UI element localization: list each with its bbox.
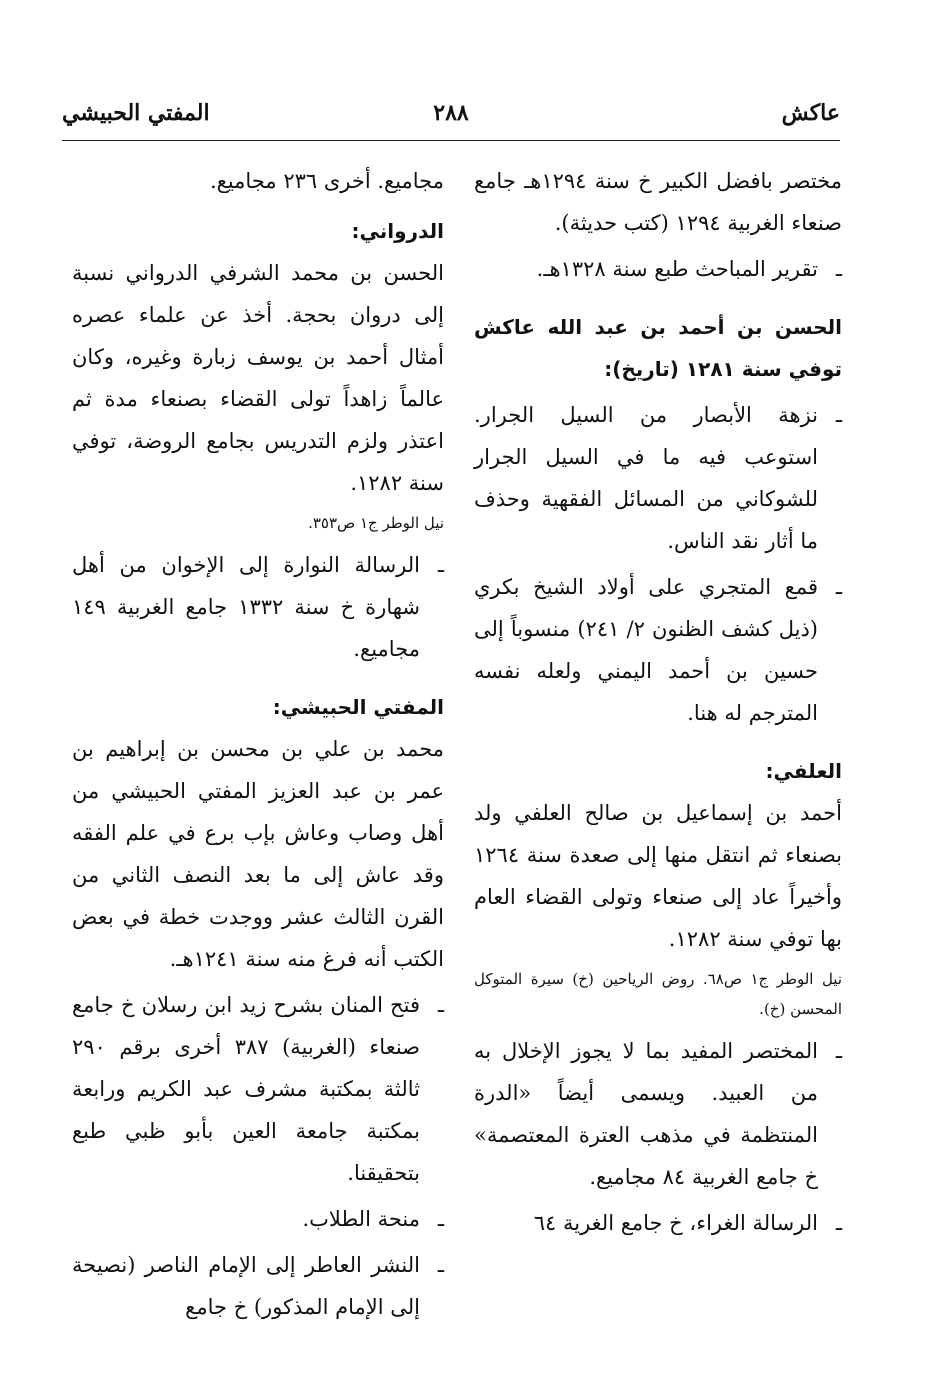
- header-rule: [62, 140, 840, 141]
- page-header: [62, 100, 840, 146]
- list-item: ـ نزهة الأبصار من السيل الجرار. استوعب فيه ما في السيل الجرار للشوكاني من المسائل الفقهية وحذف ما أثار نقد الناس.: [474, 403, 842, 553]
- header-running-title-left: المفتي الحبيشي: [62, 100, 210, 126]
- list-item: ـ تقرير المباحث طبع سنة ١٣٢٨هـ.: [536, 257, 842, 281]
- entry-heading: العلفي:: [765, 759, 842, 783]
- header-running-title-right: عاكش: [781, 100, 840, 126]
- entry-reference: نيل الوطر ج١ ص٣٥٣.: [308, 514, 444, 532]
- list-item: ـ المختصر المفيد بما لا يجوز الإخلال به من العبيد. ويسمى أيضاً «الدرة المنتظمة في مذهب العترة المعتصمة» خ جامع الغربية ٨٤ مجاميع.: [474, 1039, 842, 1189]
- list-item: ـ فتح المنان بشرح زيد ابن رسلان خ جامع صنعاء (الغربية) ٣٨٧ أخرى برقم ٢٩٠ ثالثة بمكتبة مشرف عبد الكريم ورابعة بمكتبة جامعة العين بأبو ظبي طبع بتحقيقنا.: [72, 993, 444, 1185]
- list-item: ـ قمع المتجري على أولاد الشيخ بكري (ذيل كشف الظنون ٢/ ٢٤١) منسوباً إلى حسين بن أحمد اليمني ولعله نفسه المترجم له هنا.: [474, 575, 842, 725]
- entry-heading: الحسن بن أحمد بن عبد الله عاكش توفي سنة ١٢٨١ (تاريخ):: [474, 315, 842, 381]
- entry-biography: محمد بن علي بن محسن بن إبراهيم بن عمر بن عبد العزيز المفتي الحبيشي من أهل وصاب وعاش بإب برع في علم الفقه وقد عاش إلى ما بعد النصف الثاني من القرن الثالث عشر ووجدت خطة في بعض الكتب أنه فرغ منه سنة ١٢٤١هـ.: [72, 737, 444, 971]
- entry-heading: الدرواني:: [351, 219, 444, 243]
- list-item: ـ النشر العاطر إلى الإمام الناصر (نصيحة إلى الإمام المذكور) خ جامع: [72, 1253, 444, 1319]
- page-number: ٢٨٨: [433, 100, 469, 126]
- entry-heading: المفتي الحبيشي:: [272, 695, 444, 719]
- list-item: ـ الرسالة النوارة إلى الإخوان من أهل شهارة خ سنة ١٣٣٢ جامع الغربية ١٤٩ مجاميع.: [72, 553, 444, 661]
- entry-reference: نيل الوطر ج١ ص٦٨. روض الرياحين (خ) سيرة المتوكل المحسن (خ).: [474, 970, 843, 1018]
- list-item: ـ الرسالة الغراء، خ جامع الغرية ٦٤: [533, 1211, 842, 1235]
- right-column: [474, 160, 842, 1244]
- entry-biography: أحمد بن إسماعيل بن صالح العلفي ولد بصنعاء ثم انتقل منها إلى صعدة سنة ١٢٦٤ وأخيراً عاد إلى صنعاء وتولى القضاء العام بها توفي سنة ١٢٨٢.: [474, 801, 842, 951]
- left-column: [72, 160, 444, 1328]
- list-item: ـ منحة الطلاب.: [302, 1207, 444, 1231]
- continued-entry-text: مجاميع. أخرى ٢٣٦ مجاميع.: [209, 169, 444, 193]
- continued-entry-text: مختصر بافضل الكبير خ سنة ١٢٩٤هـ جامع صنعاء الغربية ١٢٩٤ (كتب حديثة).: [474, 169, 842, 235]
- entry-biography: الحسن بن محمد الشرفي الدرواني نسبة إلى دروان بحجة. أخذ عن علماء عصره أمثال أحمد بن يوسف زبارة وغيره، وكان عالماً زاهداً تولى القضاء بصنعاء مدة ثم اعتذر ولزم التدريس بجامع الروضة، توفي سنة ١٢٨٢.: [72, 261, 444, 495]
